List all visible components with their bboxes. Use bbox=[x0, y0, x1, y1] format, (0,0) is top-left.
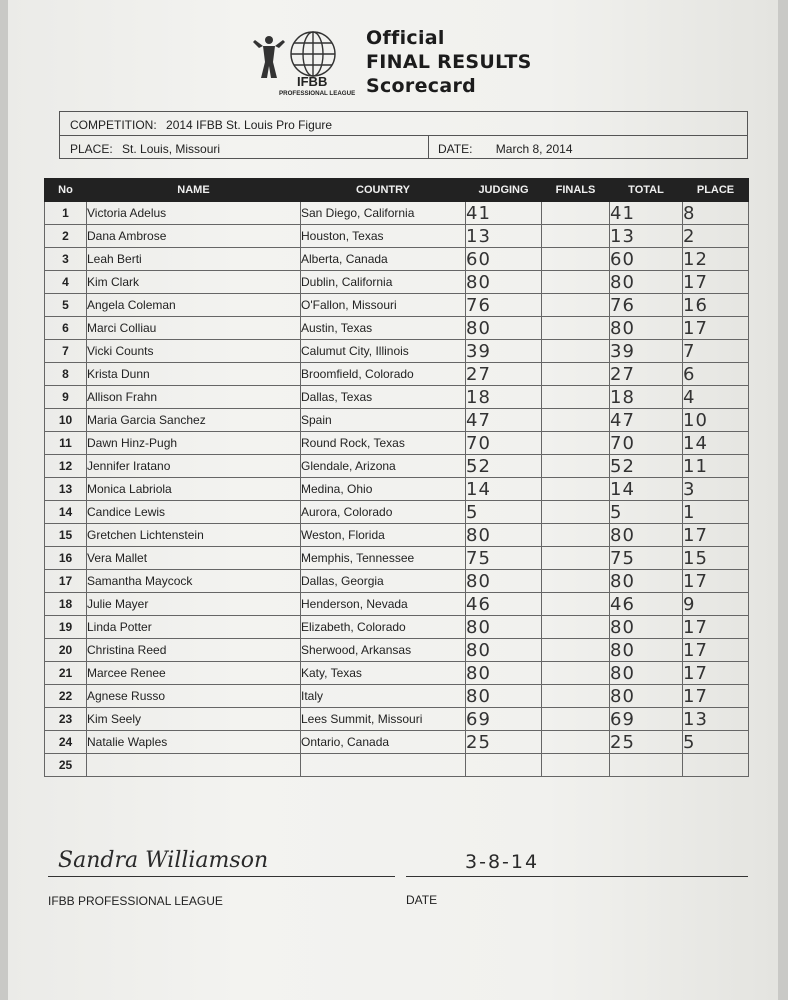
judging-score: 76 bbox=[466, 294, 542, 317]
signature-date: 3-8-14 bbox=[465, 851, 540, 873]
row-number: 14 bbox=[45, 501, 87, 524]
total-score: 39 bbox=[610, 340, 683, 363]
row-number: 16 bbox=[45, 547, 87, 570]
total-score: 80 bbox=[610, 662, 683, 685]
total-score: 80 bbox=[610, 685, 683, 708]
date-line bbox=[406, 876, 748, 877]
total-score: 75 bbox=[610, 547, 683, 570]
place-value bbox=[683, 754, 749, 777]
signature-line bbox=[48, 876, 395, 877]
place-value: 3 bbox=[683, 478, 749, 501]
competition-row bbox=[60, 112, 747, 136]
total-score: 60 bbox=[610, 248, 683, 271]
finals-score bbox=[542, 708, 610, 731]
competitor-name: Kim Clark bbox=[87, 271, 301, 294]
table-row bbox=[45, 731, 749, 754]
scorecard-sheet bbox=[8, 0, 778, 1000]
table-row bbox=[45, 202, 749, 225]
total-score: 52 bbox=[610, 455, 683, 478]
finals-score bbox=[542, 386, 610, 409]
table-row bbox=[45, 754, 749, 777]
table-row bbox=[45, 225, 749, 248]
competitor-name: Marcee Renee bbox=[87, 662, 301, 685]
competitor-name: Julie Mayer bbox=[87, 593, 301, 616]
finals-score bbox=[542, 685, 610, 708]
row-number: 2 bbox=[45, 225, 87, 248]
place-label: PLACE: bbox=[70, 142, 113, 156]
judging-score: 14 bbox=[466, 478, 542, 501]
finals-score bbox=[542, 317, 610, 340]
scorecard-title bbox=[366, 26, 532, 98]
table-row bbox=[45, 248, 749, 271]
finals-score bbox=[542, 501, 610, 524]
table-row bbox=[45, 570, 749, 593]
place-value: 8 bbox=[683, 202, 749, 225]
row-number: 20 bbox=[45, 639, 87, 662]
competitor-name: Victoria Adelus bbox=[87, 202, 301, 225]
judging-score: 80 bbox=[466, 639, 542, 662]
competitor-name: Kim Seely bbox=[87, 708, 301, 731]
table-row bbox=[45, 386, 749, 409]
judging-score: 80 bbox=[466, 524, 542, 547]
judging-score: 47 bbox=[466, 409, 542, 432]
competitor-name bbox=[87, 754, 301, 777]
row-number: 15 bbox=[45, 524, 87, 547]
competitor-name: Linda Potter bbox=[87, 616, 301, 639]
col-header-country: COUNTRY bbox=[301, 179, 466, 202]
judging-score: 80 bbox=[466, 685, 542, 708]
place-value: 17 bbox=[683, 639, 749, 662]
judging-score: 13 bbox=[466, 225, 542, 248]
place-value: 10 bbox=[683, 409, 749, 432]
finals-score bbox=[542, 271, 610, 294]
finals-score bbox=[542, 202, 610, 225]
finals-score bbox=[542, 432, 610, 455]
table-row bbox=[45, 294, 749, 317]
place-value: 11 bbox=[683, 455, 749, 478]
table-row bbox=[45, 455, 749, 478]
place-value: 4 bbox=[683, 386, 749, 409]
competitor-name: Jennifer Iratano bbox=[87, 455, 301, 478]
competition-value: 2014 IFBB St. Louis Pro Figure bbox=[166, 118, 333, 132]
judging-score: 70 bbox=[466, 432, 542, 455]
finals-score bbox=[542, 639, 610, 662]
table-row bbox=[45, 593, 749, 616]
judging-score: 46 bbox=[466, 593, 542, 616]
competitor-name: Agnese Russo bbox=[87, 685, 301, 708]
competition-info-box bbox=[59, 111, 748, 159]
total-score: 27 bbox=[610, 363, 683, 386]
col-header-finals: FINALS bbox=[542, 179, 610, 202]
competitor-country: Elizabeth, Colorado bbox=[301, 616, 466, 639]
table-row bbox=[45, 432, 749, 455]
judging-score: 25 bbox=[466, 731, 542, 754]
judging-score: 80 bbox=[466, 317, 542, 340]
judging-score: 39 bbox=[466, 340, 542, 363]
title-line-scorecard: Scorecard bbox=[366, 75, 477, 97]
competitor-country: Weston, Florida bbox=[301, 524, 466, 547]
row-number: 3 bbox=[45, 248, 87, 271]
competitor-country: Medina, Ohio bbox=[301, 478, 466, 501]
total-score: 14 bbox=[610, 478, 683, 501]
place-value: 1 bbox=[683, 501, 749, 524]
competitor-name: Vera Mallet bbox=[87, 547, 301, 570]
total-score: 41 bbox=[610, 202, 683, 225]
competitor-name: Natalie Waples bbox=[87, 731, 301, 754]
table-row bbox=[45, 708, 749, 731]
place-value: 2 bbox=[683, 225, 749, 248]
judging-score: 80 bbox=[466, 662, 542, 685]
title-line-official: Official bbox=[366, 27, 445, 49]
total-score: 80 bbox=[610, 570, 683, 593]
competitor-name: Dana Ambrose bbox=[87, 225, 301, 248]
row-number: 7 bbox=[45, 340, 87, 363]
total-score: 69 bbox=[610, 708, 683, 731]
judging-score: 41 bbox=[466, 202, 542, 225]
competition-label: COMPETITION: bbox=[70, 118, 157, 132]
table-row bbox=[45, 639, 749, 662]
finals-score bbox=[542, 524, 610, 547]
row-number: 5 bbox=[45, 294, 87, 317]
total-score: 5 bbox=[610, 501, 683, 524]
finals-score bbox=[542, 225, 610, 248]
total-score: 80 bbox=[610, 524, 683, 547]
table-row bbox=[45, 501, 749, 524]
judging-score: 60 bbox=[466, 248, 542, 271]
competitor-country: Spain bbox=[301, 409, 466, 432]
ifbb-globe-logo bbox=[251, 28, 361, 98]
date-label: DATE: bbox=[438, 142, 473, 156]
total-score: 80 bbox=[610, 639, 683, 662]
place-value: 17 bbox=[683, 570, 749, 593]
total-score: 80 bbox=[610, 317, 683, 340]
table-row bbox=[45, 547, 749, 570]
row-number: 11 bbox=[45, 432, 87, 455]
judging-score: 80 bbox=[466, 616, 542, 639]
row-number: 25 bbox=[45, 754, 87, 777]
competitor-country bbox=[301, 754, 466, 777]
finals-score bbox=[542, 478, 610, 501]
judging-score: 27 bbox=[466, 363, 542, 386]
competitor-country: Memphis, Tennessee bbox=[301, 547, 466, 570]
finals-score bbox=[542, 662, 610, 685]
row-number: 17 bbox=[45, 570, 87, 593]
competitor-name: Candice Lewis bbox=[87, 501, 301, 524]
competitor-country: Broomfield, Colorado bbox=[301, 363, 466, 386]
table-row bbox=[45, 616, 749, 639]
logo-brand: IFBB bbox=[297, 74, 328, 89]
table-row bbox=[45, 340, 749, 363]
title-line-final-results: FINAL RESULTS bbox=[366, 51, 532, 73]
place-value: 5 bbox=[683, 731, 749, 754]
total-score: 18 bbox=[610, 386, 683, 409]
results-table bbox=[44, 178, 749, 777]
row-number: 24 bbox=[45, 731, 87, 754]
finals-score bbox=[542, 731, 610, 754]
finals-score bbox=[542, 593, 610, 616]
finals-score bbox=[542, 570, 610, 593]
total-score: 76 bbox=[610, 294, 683, 317]
place-value: 17 bbox=[683, 524, 749, 547]
finals-score bbox=[542, 616, 610, 639]
total-score: 46 bbox=[610, 593, 683, 616]
col-header-place: PLACE bbox=[683, 179, 749, 202]
col-header-total: TOTAL bbox=[610, 179, 683, 202]
total-score: 80 bbox=[610, 271, 683, 294]
competitor-name: Angela Coleman bbox=[87, 294, 301, 317]
place-value: 17 bbox=[683, 662, 749, 685]
competitor-country: San Diego, California bbox=[301, 202, 466, 225]
total-score: 47 bbox=[610, 409, 683, 432]
table-row bbox=[45, 662, 749, 685]
row-number: 9 bbox=[45, 386, 87, 409]
judging-score: 5 bbox=[466, 501, 542, 524]
competitor-country: Glendale, Arizona bbox=[301, 455, 466, 478]
date-footer-label: DATE bbox=[406, 893, 438, 907]
place-value: 17 bbox=[683, 616, 749, 639]
table-row bbox=[45, 685, 749, 708]
competitor-country: Austin, Texas bbox=[301, 317, 466, 340]
competitor-name: Vicki Counts bbox=[87, 340, 301, 363]
judging-score: 69 bbox=[466, 708, 542, 731]
total-score: 70 bbox=[610, 432, 683, 455]
competitor-country: O'Fallon, Missouri bbox=[301, 294, 466, 317]
table-row bbox=[45, 478, 749, 501]
row-number: 19 bbox=[45, 616, 87, 639]
row-number: 6 bbox=[45, 317, 87, 340]
competitor-country: Katy, Texas bbox=[301, 662, 466, 685]
table-header-row bbox=[45, 179, 749, 202]
finals-score bbox=[542, 363, 610, 386]
competitor-country: Alberta, Canada bbox=[301, 248, 466, 271]
competitor-country: Lees Summit, Missouri bbox=[301, 708, 466, 731]
judging-score: 80 bbox=[466, 570, 542, 593]
col-header-judging: JUDGING bbox=[466, 179, 542, 202]
competitor-name: Monica Labriola bbox=[87, 478, 301, 501]
judge-signature: Sandra Williamson bbox=[58, 848, 269, 873]
place-value: 9 bbox=[683, 593, 749, 616]
date-value: March 8, 2014 bbox=[495, 142, 573, 156]
competitor-country: Calumut City, Illinois bbox=[301, 340, 466, 363]
table-row bbox=[45, 317, 749, 340]
total-score: 25 bbox=[610, 731, 683, 754]
competitor-name: Maria Garcia Sanchez bbox=[87, 409, 301, 432]
row-number: 8 bbox=[45, 363, 87, 386]
competitor-country: Round Rock, Texas bbox=[301, 432, 466, 455]
table-row bbox=[45, 271, 749, 294]
table-row bbox=[45, 524, 749, 547]
finals-score bbox=[542, 294, 610, 317]
competitor-country: Dallas, Texas bbox=[301, 386, 466, 409]
judging-score: 80 bbox=[466, 271, 542, 294]
league-label: IFBB PROFESSIONAL LEAGUE bbox=[48, 894, 223, 908]
judging-score: 18 bbox=[466, 386, 542, 409]
place-value: 14 bbox=[683, 432, 749, 455]
finals-score bbox=[542, 754, 610, 777]
row-number: 23 bbox=[45, 708, 87, 731]
col-header-no: No bbox=[45, 179, 87, 202]
competitor-country: Sherwood, Arkansas bbox=[301, 639, 466, 662]
competitor-name: Leah Berti bbox=[87, 248, 301, 271]
row-number: 1 bbox=[45, 202, 87, 225]
table-row bbox=[45, 409, 749, 432]
total-score bbox=[610, 754, 683, 777]
place-value: 6 bbox=[683, 363, 749, 386]
competitor-country: Italy bbox=[301, 685, 466, 708]
competitor-country: Dublin, California bbox=[301, 271, 466, 294]
judging-score: 52 bbox=[466, 455, 542, 478]
place-value: 15 bbox=[683, 547, 749, 570]
row-number: 4 bbox=[45, 271, 87, 294]
competitor-name: Krista Dunn bbox=[87, 363, 301, 386]
row-number: 22 bbox=[45, 685, 87, 708]
results-body bbox=[45, 202, 749, 777]
competitor-name: Marci Colliau bbox=[87, 317, 301, 340]
judging-score: 75 bbox=[466, 547, 542, 570]
logo-league: PROFESSIONAL LEAGUE bbox=[279, 90, 356, 97]
info-divider bbox=[428, 136, 429, 159]
place-value: 17 bbox=[683, 685, 749, 708]
competitor-country: Houston, Texas bbox=[301, 225, 466, 248]
row-number: 13 bbox=[45, 478, 87, 501]
total-score: 13 bbox=[610, 225, 683, 248]
competitor-country: Henderson, Nevada bbox=[301, 593, 466, 616]
competitor-name: Allison Frahn bbox=[87, 386, 301, 409]
competitor-country: Dallas, Georgia bbox=[301, 570, 466, 593]
row-number: 10 bbox=[45, 409, 87, 432]
competitor-country: Aurora, Colorado bbox=[301, 501, 466, 524]
competitor-name: Dawn Hinz-Pugh bbox=[87, 432, 301, 455]
place-value: 16 bbox=[683, 294, 749, 317]
competitor-name: Samantha Maycock bbox=[87, 570, 301, 593]
finals-score bbox=[542, 455, 610, 478]
place-value: 17 bbox=[683, 317, 749, 340]
row-number: 18 bbox=[45, 593, 87, 616]
finals-score bbox=[542, 248, 610, 271]
competitor-name: Christina Reed bbox=[87, 639, 301, 662]
finals-score bbox=[542, 340, 610, 363]
place-value: 7 bbox=[683, 340, 749, 363]
place-value: 13 bbox=[683, 708, 749, 731]
finals-score bbox=[542, 409, 610, 432]
competitor-name: Gretchen Lichtenstein bbox=[87, 524, 301, 547]
place-value: 17 bbox=[683, 271, 749, 294]
col-header-name: NAME bbox=[87, 179, 301, 202]
row-number: 12 bbox=[45, 455, 87, 478]
finals-score bbox=[542, 547, 610, 570]
total-score: 80 bbox=[610, 616, 683, 639]
row-number: 21 bbox=[45, 662, 87, 685]
competitor-country: Ontario, Canada bbox=[301, 731, 466, 754]
place-value: St. Louis, Missouri bbox=[122, 142, 221, 156]
place-value: 12 bbox=[683, 248, 749, 271]
table-row bbox=[45, 363, 749, 386]
judging-score bbox=[466, 754, 542, 777]
